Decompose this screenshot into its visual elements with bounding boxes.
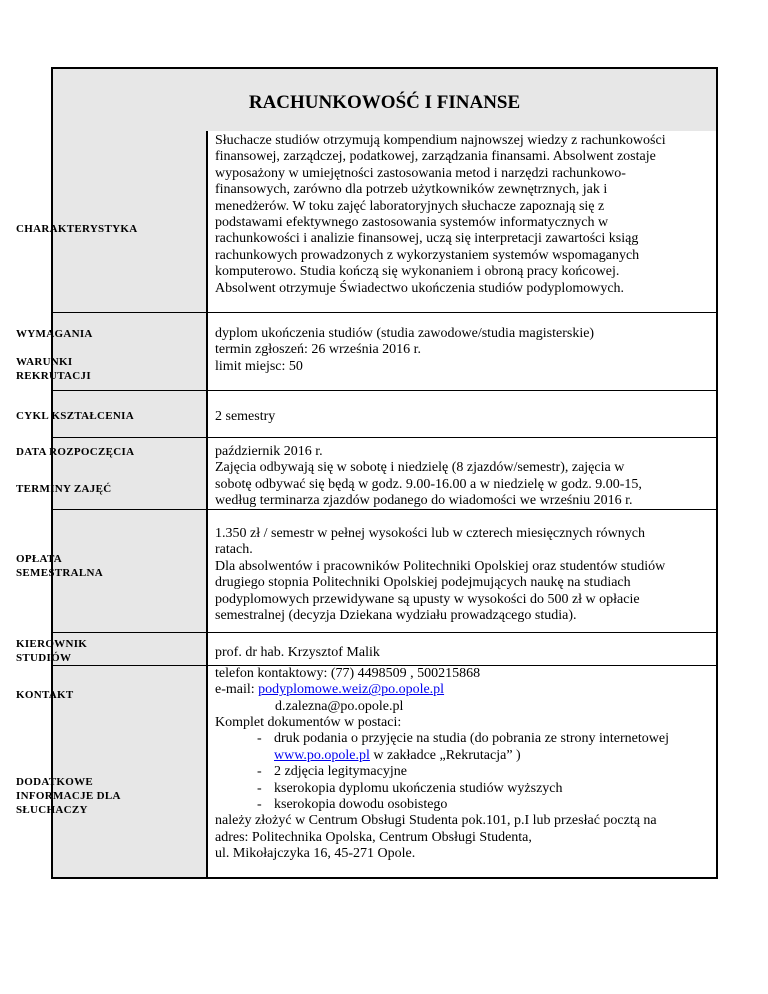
label-data-rozpoczecia: DATA ROZPOCZĘCIA	[16, 446, 135, 458]
text-line: październik 2016 r.	[215, 444, 323, 459]
website-link[interactable]: www.po.opole.pl	[274, 747, 370, 763]
label-wymagania: WYMAGANIA	[16, 328, 93, 340]
label-line: REKRUTACJI	[16, 370, 91, 382]
kierownik-text: prof. dr hab. Krzysztof Malik	[215, 645, 380, 660]
text-line: finansowych, zarówno dla potrzeb użytkowników zewnętrznych, jak i	[215, 182, 608, 198]
label-line: STUDIÓW	[16, 652, 72, 664]
label-charakterystyka: CHARAKTERYSTYKA	[16, 223, 138, 235]
text-line: podyplomowych przewidywane są upusty w wysokości do 500 zł w opłacie	[215, 591, 640, 607]
text-line: podstawami efektywnego zastosowania systemów informatycznych w	[215, 215, 609, 231]
oplata-text	[215, 526, 715, 624]
text-line: limit miejsc: 50	[215, 358, 303, 374]
label-line: DODATKOWE	[16, 776, 94, 788]
dodatkowe-text	[215, 715, 715, 863]
text-line: adres: Politechnika Opolska, Centrum Obsługi Studenta,	[215, 829, 532, 845]
text-line: rachunkowości i analizie finansowej, uczą się interpretacji zawartości ksiąg	[215, 231, 639, 247]
charakterystyka-text	[215, 133, 715, 297]
text-line: Słuchacze studiów otrzymują kompendium najnowszej wiedzy z rachunkowości	[215, 133, 666, 148]
label-cykl-ksztalcenia: CYKL KSZTAŁCENIA	[16, 410, 134, 422]
list-item-text: 2 zdjęcia legitymacyjne	[274, 764, 407, 780]
dash: -	[257, 731, 262, 747]
text-line: dyplom ukończenia studiów (studia zawodowe/studia magisterskie)	[215, 326, 595, 341]
text-line: Dla absolwentów i pracowników Politechniki Opolskiej oraz studentów studiów	[215, 558, 666, 574]
list-item-text: kserokopia dyplomu ukończenia studiów wyższych	[274, 780, 563, 796]
email-prefix: e-mail:	[215, 682, 259, 698]
text-line: finansowej, zarządczej, podatkowej, zarządzania finansami. Absolwent zostaje	[215, 149, 656, 165]
text-line: sobotę odbywać się będą w godz. 9.00-16.00 a w niedzielę w godz. 9.00-15,	[215, 476, 642, 492]
list-item	[215, 764, 715, 780]
terminy-text	[215, 444, 715, 510]
text-line: Zajęcia odbywają się w sobotę i niedzielę (8 zjazdów/semestr), zajęcia w	[215, 460, 625, 476]
phone-text: telefon kontaktowy: (77) 4498509 , 500215868	[215, 666, 481, 681]
list-item-text: w zakładce „Rekrutacja” )	[369, 747, 521, 763]
list-item-text: druk podania o przyjęcie na studia (do pobrania ze strony internetowej	[274, 731, 669, 747]
label-dodatkowe-informacje	[16, 775, 156, 817]
label-kierownik-studiow	[16, 637, 156, 665]
text-line: 1.350 zł / semestr w pełnej wysokości lub w czterech miesięcznych równych	[215, 526, 645, 541]
label-kontakt: KONTAKT	[16, 689, 74, 701]
cykl-text: 2 semestry	[215, 409, 276, 424]
text-line: ratach.	[215, 542, 253, 558]
label-terminy-zajec: TERMINY ZAJĘĆ	[16, 483, 112, 495]
label-oplata-semestralna	[16, 552, 156, 580]
list-item	[215, 731, 715, 747]
label-column	[53, 131, 208, 877]
text-line: rachunkowych prowadzonych z wykorzystaniem systemów wspomaganych	[215, 247, 640, 263]
row-divider	[53, 390, 716, 391]
text-line: termin zgłoszeń: 26 września 2016 r.	[215, 342, 422, 358]
text-line: wyposażony w umiejętności zastosowania metod i narzędzi rachunkowo-	[215, 165, 626, 181]
dash: -	[257, 780, 262, 796]
dash: -	[257, 797, 262, 813]
row-divider	[53, 312, 716, 313]
text-line: Absolwent otrzymuje Świadectwo ukończenia studiów podyplomowych.	[215, 280, 625, 296]
text-line: Komplet dokumentów w postaci:	[215, 715, 402, 730]
row-divider	[53, 632, 716, 633]
label-line: SEMESTRALNA	[16, 567, 104, 579]
label-line: SŁUCHACZY	[16, 804, 88, 816]
title-row	[53, 69, 716, 132]
wymagania-text	[215, 326, 715, 375]
list-item-continuation	[215, 748, 715, 764]
kontakt-text	[215, 666, 715, 715]
email-line	[215, 682, 715, 698]
text-line: ul. Mikołajczyka 16, 45-271 Opole.	[215, 846, 416, 862]
text-line: drugiego stopnia Politechniki Opolskiej podejmujących naukę na studiach	[215, 575, 631, 591]
label-line: INFORMACJE DLA	[16, 790, 121, 802]
page-title: RACHUNKOWOŚĆ I FINANSE	[248, 92, 521, 113]
list-item-text: kserokopia dowodu osobistego	[274, 797, 448, 813]
text-line: należy złożyć w Centrum Obsługi Studenta pok.101, p.I lub przesłać pocztą na	[215, 813, 657, 829]
email-secondary: d.zalezna@po.opole.pl	[275, 698, 404, 714]
dash: -	[257, 764, 262, 780]
text-line: semestralnej (decyzja Dziekana wydziału prowadzącego studia).	[215, 608, 577, 624]
label-line: KIEROWNIK	[16, 638, 88, 650]
label-line: OPŁATA	[16, 553, 63, 565]
label-warunki-rekrutacji	[16, 355, 156, 383]
text-line: według terminarza zjazdów podanego do wiadomości we wrześniu 2016 r.	[215, 493, 633, 509]
text-line: menedżerów. W toku zajęć laboratoryjnych słuchacze zapoznają się z	[215, 198, 605, 214]
email-link[interactable]: podyplomowe.weiz@po.opole.pl	[258, 682, 445, 698]
row-divider	[53, 437, 716, 438]
list-item	[215, 781, 715, 797]
list-item	[215, 797, 715, 813]
label-line: WARUNKI	[16, 356, 73, 368]
text-line: komputerowo. Studia kończą się wykonaniem i obroną pracy końcowej.	[215, 264, 620, 280]
